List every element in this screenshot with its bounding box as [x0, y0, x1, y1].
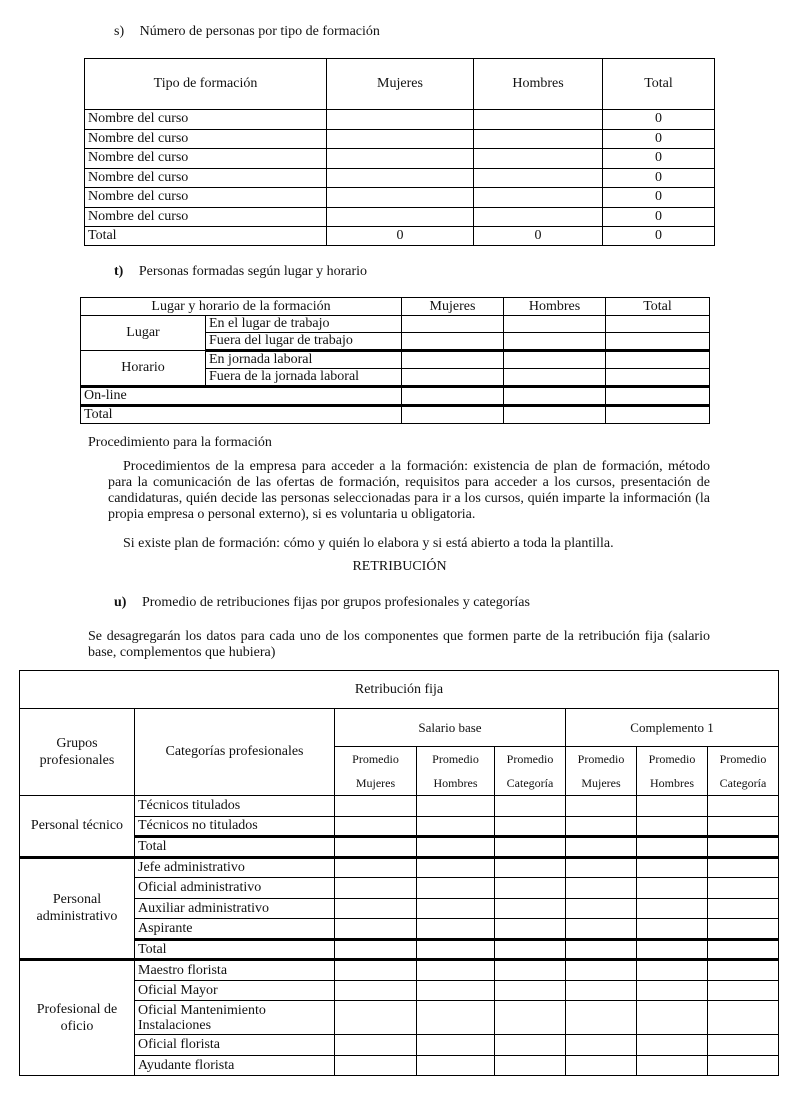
row-label: Total: [85, 227, 327, 246]
section-title: Personas formadas según lugar y horario: [138, 264, 368, 279]
section-title: Número de personas por tipo de formación: [139, 24, 380, 39]
retribucion-title: RETRIBUCIÓN: [352, 559, 447, 574]
sub-col-line1: Promedio: [648, 752, 696, 766]
col-header: Hombres: [504, 298, 606, 316]
table-row: [85, 129, 715, 149]
section-u-heading: [114, 595, 530, 611]
sub-col-line1: Promedio: [432, 752, 479, 766]
table-row: [20, 960, 779, 981]
section-t-heading: [114, 264, 367, 280]
cell-mujeres: [327, 129, 474, 149]
col-header: Lugar y horario de la formación: [81, 298, 402, 316]
cell-hombres: [474, 129, 603, 149]
sub-col-line2: Categoría: [719, 776, 767, 790]
sub-col-line2: Mujeres: [355, 776, 396, 790]
sub-col-line1: Promedio: [506, 752, 554, 766]
section-letter: t): [114, 264, 124, 279]
cell-total: 0: [603, 168, 715, 188]
category-label: Aspirante: [135, 919, 335, 940]
table-formacion-tipo: [84, 58, 715, 246]
row-label: En jornada laboral: [206, 351, 402, 369]
sub-col-line2: Hombres: [650, 776, 694, 790]
table-lugar-horario: [80, 297, 710, 424]
category-label: Técnicos no titulados: [135, 816, 335, 837]
category-label: Técnicos titulados: [135, 796, 335, 817]
cell-mujeres: 0: [327, 227, 474, 246]
group-label-lugar: Lugar: [81, 316, 206, 351]
sub-col-line1: Promedio: [719, 752, 767, 766]
procedure-heading: Procedimiento para la formación: [88, 435, 272, 450]
sub-col-header: [566, 747, 637, 796]
category-label: Oficial Mayor: [135, 980, 335, 1001]
row-label-total: Total: [81, 406, 402, 424]
group-label: Profesional de oficio: [20, 960, 135, 1076]
row-label: Nombre del curso: [85, 207, 327, 227]
row-label: Nombre del curso: [85, 129, 327, 149]
row-label: Nombre del curso: [85, 110, 327, 130]
col-header: Total: [606, 298, 710, 316]
cell-mujeres: [327, 188, 474, 208]
category-label: Auxiliar administrativo: [135, 898, 335, 919]
cell-mujeres: [327, 168, 474, 188]
category-label: Oficial florista: [135, 1035, 335, 1056]
row-label-online: On-line: [81, 387, 402, 406]
table-row: [85, 207, 715, 227]
table-row: [85, 149, 715, 169]
table-row: [20, 796, 779, 817]
cell-hombres: [474, 207, 603, 227]
cell-hombres: [474, 110, 603, 130]
category-label: Total: [135, 939, 335, 960]
cell-total: 0: [603, 110, 715, 130]
row-label: En el lugar de trabajo: [206, 316, 402, 333]
group-label-horario: Horario: [81, 351, 206, 387]
section-u-intro: Se desagregarán los datos para cada uno de los componentes que formen parte de la retribución fija (salario base, complementos que hubiera): [88, 629, 710, 660]
category-label: Oficial Mantenimiento Instalaciones: [135, 1001, 335, 1035]
group-label: Personal técnico: [20, 796, 135, 858]
col-header-complemento: Complemento 1: [566, 709, 779, 747]
category-label: Total: [135, 837, 335, 858]
category-label: Maestro florista: [135, 960, 335, 981]
procedure-paragraph-1: Procedimientos de la empresa para acceder a la formación: existencia de plan de formación, método para la comunicación de las ofertas de formación, requisitos para acceder a los cursos, presentación de candidaturas, quién decide las personas seleccionadas para ir a los cursos, quién imparte la información (la propia empresa o personal externo), si es voluntaria u obligatoria.: [108, 459, 710, 522]
sub-col-line2: Categoría: [506, 776, 554, 790]
group-label: Personal administrativo: [20, 857, 135, 960]
row-label: Fuera de la jornada laboral: [206, 369, 402, 387]
row-label: Nombre del curso: [85, 168, 327, 188]
section-letter: s): [114, 24, 125, 39]
col-header: Mujeres: [327, 59, 474, 110]
col-header: Total: [603, 59, 715, 110]
sub-col-line2: Hombres: [433, 776, 478, 790]
col-header: Hombres: [474, 59, 603, 110]
cell-total: 0: [603, 207, 715, 227]
cell-total: 0: [603, 149, 715, 169]
col-header-categorias: Categorías profesionales: [135, 709, 335, 796]
col-header-grupos: Grupos profesionales: [20, 709, 135, 796]
sub-col-header: [708, 747, 779, 796]
cell-total: 0: [603, 227, 715, 246]
section-title: Promedio de retribuciones fijas por grupos profesionales y categorías: [141, 595, 530, 610]
table-row: [85, 168, 715, 188]
cell-mujeres: [327, 149, 474, 169]
cell-hombres: [474, 188, 603, 208]
sub-col-header: [335, 747, 417, 796]
sub-col-header: [417, 747, 495, 796]
col-header-salario-base: Salario base: [335, 709, 566, 747]
table-row: [20, 857, 779, 878]
col-header: Mujeres: [402, 298, 504, 316]
procedure-paragraph-2: Si existe plan de formación: cómo y quién lo elabora y si está abierto a toda la plantilla.: [123, 536, 614, 551]
table-row-total: [85, 227, 715, 246]
cell-hombres: [474, 149, 603, 169]
sub-col-line1: Promedio: [352, 752, 399, 766]
cell-total: 0: [603, 188, 715, 208]
section-letter: u): [114, 595, 127, 610]
table-title: Retribución fija: [20, 671, 779, 709]
row-label: Nombre del curso: [85, 188, 327, 208]
table-row: [85, 110, 715, 130]
col-header: Tipo de formación: [85, 59, 327, 110]
category-label: Jefe administrativo: [135, 857, 335, 878]
category-label: Oficial administrativo: [135, 878, 335, 899]
row-label: Nombre del curso: [85, 149, 327, 169]
cell-hombres: [474, 168, 603, 188]
cell-mujeres: [327, 207, 474, 227]
sub-col-header: [637, 747, 708, 796]
sub-col-line1: Promedio: [577, 752, 625, 766]
sub-col-line2: Mujeres: [581, 776, 621, 790]
section-s-heading: [114, 24, 380, 40]
table-retribucion-fija: [19, 670, 779, 1076]
cell-total: 0: [603, 129, 715, 149]
table-row: [85, 188, 715, 208]
row-label: Fuera del lugar de trabajo: [206, 333, 402, 351]
cell-mujeres: [327, 110, 474, 130]
cell-hombres: 0: [474, 227, 603, 246]
category-label: Ayudante florista: [135, 1055, 335, 1076]
sub-col-header: [495, 747, 566, 796]
